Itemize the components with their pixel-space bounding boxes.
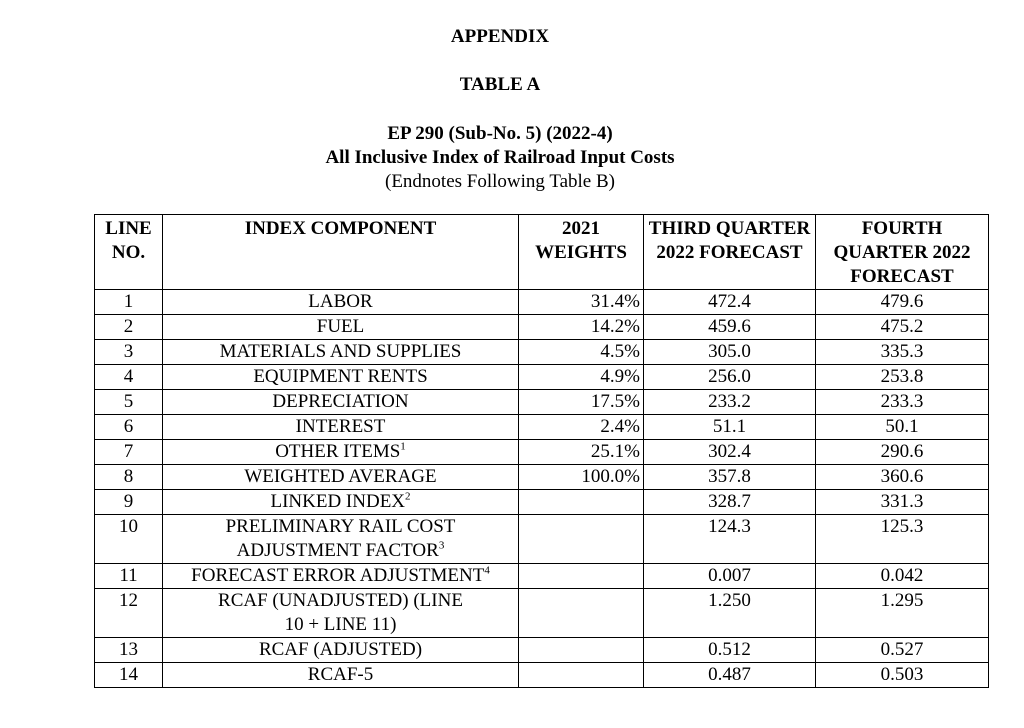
weight-cell [519, 290, 644, 315]
third-quarter-value-text: 256.0 [708, 366, 751, 387]
table-row [95, 390, 989, 415]
fourth-quarter-value-cell [816, 365, 989, 390]
fourth-quarter-value-cell [816, 638, 989, 663]
third-quarter-value-text: 1.250 [708, 590, 751, 611]
table-row [95, 564, 989, 589]
third-quarter-value-cell [644, 490, 816, 515]
weight-cell [519, 564, 644, 589]
fourth-quarter-value-cell [816, 315, 989, 340]
index-component-cell [163, 390, 519, 415]
line-number-text: 12 [119, 590, 138, 611]
docket-number: EP 290 (Sub-No. 5) (2022-4) [387, 123, 613, 144]
line-number-cell [95, 440, 163, 465]
fourth-quarter-value-cell [816, 589, 989, 638]
table-title: All Inclusive Index of Railroad Input Costs [325, 147, 675, 168]
header-fourth-quarter: FOURTH QUARTER 2022 FORECAST [816, 215, 989, 290]
fourth-quarter-value-text: 331.3 [880, 491, 924, 512]
third-quarter-value-cell [644, 564, 816, 589]
third-quarter-value-cell [644, 663, 816, 688]
fourth-quarter-value-cell [816, 663, 989, 688]
index-component-cell [163, 415, 519, 440]
line-number-cell [95, 315, 163, 340]
table-row [95, 663, 989, 688]
weight-text: 4.5% [600, 341, 640, 362]
endnotes-note: (Endnotes Following Table B) [385, 171, 615, 192]
line-number-cell [95, 415, 163, 440]
third-quarter-value-cell [644, 315, 816, 340]
line-number-text: 1 [123, 291, 134, 312]
line-number-text: 6 [123, 416, 134, 437]
index-component-cell [163, 663, 519, 688]
line-number-text: 11 [119, 565, 138, 586]
line-number-cell [95, 465, 163, 490]
fourth-quarter-value-text: 479.6 [880, 291, 924, 312]
index-component-text: PRELIMINARY RAIL COST ADJUSTMENT FACTOR [225, 516, 456, 561]
line-number-text: 2 [123, 316, 134, 337]
index-component-text: LABOR [308, 291, 373, 312]
header-weights: 2021 WEIGHTS [519, 215, 644, 290]
weight-cell [519, 465, 644, 490]
line-number-text: 7 [123, 441, 134, 462]
third-quarter-value-text: 302.4 [708, 441, 751, 462]
fourth-quarter-value-text: 50.1 [885, 416, 919, 437]
table-row [95, 440, 989, 465]
weight-cell [519, 415, 644, 440]
index-component-text: RCAF (UNADJUSTED) (LINE 10 + LINE 11) [218, 590, 463, 635]
line-number-text: 13 [119, 639, 138, 660]
fourth-quarter-value-text: 253.8 [880, 366, 924, 387]
line-number-text: 10 [119, 516, 138, 537]
fourth-quarter-value-cell [816, 340, 989, 365]
header-line-no: LINE NO. [95, 215, 163, 290]
line-number-text: 5 [123, 391, 134, 412]
table-row [95, 365, 989, 390]
line-number-cell [95, 589, 163, 638]
index-component-text: INTEREST [295, 416, 386, 437]
line-number-cell [95, 564, 163, 589]
weight-cell [519, 490, 644, 515]
index-component-cell [163, 365, 519, 390]
fourth-quarter-value-text: 0.503 [880, 664, 924, 685]
index-component-text: FUEL [316, 316, 365, 337]
index-component-text: RCAF (ADJUSTED) [258, 639, 423, 660]
weight-cell [519, 390, 644, 415]
weight-text: 17.5% [590, 391, 640, 412]
weight-cell [519, 315, 644, 340]
index-component-text: EQUIPMENT RENTS [253, 366, 428, 387]
weight-text: 4.9% [600, 366, 640, 387]
weight-cell [519, 663, 644, 688]
header-index-component: INDEX COMPONENT [163, 215, 519, 290]
index-component-cell [163, 340, 519, 365]
index-component-cell [163, 589, 519, 638]
table-row [95, 515, 989, 564]
index-component-text: WEIGHTED AVERAGE [244, 466, 437, 487]
fourth-quarter-value-cell [816, 465, 989, 490]
line-number-text: 4 [123, 366, 134, 387]
index-component-cell [163, 290, 519, 315]
third-quarter-value-text: 233.2 [708, 391, 751, 412]
line-number-text: 14 [119, 664, 138, 685]
table-row [95, 315, 989, 340]
weight-text: 100.0% [581, 466, 640, 487]
third-quarter-value-cell [644, 638, 816, 663]
index-component-cell [163, 465, 519, 490]
third-quarter-value-text: 51.1 [712, 416, 747, 437]
fourth-quarter-value-text: 290.6 [880, 441, 924, 462]
weight-cell [519, 440, 644, 465]
table-row [95, 290, 989, 315]
index-component-cell [163, 490, 519, 515]
weight-cell [519, 589, 644, 638]
fourth-quarter-value-cell [816, 564, 989, 589]
third-quarter-value-text: 357.8 [708, 466, 751, 487]
index-component-cell [163, 440, 519, 465]
weight-cell [519, 365, 644, 390]
index-component-text: FORECAST ERROR ADJUSTMENT [191, 565, 485, 586]
third-quarter-value-cell [644, 365, 816, 390]
appendix-heading: APPENDIX [450, 26, 550, 47]
endnote-marker: 4 [484, 564, 490, 577]
fourth-quarter-value-text: 0.042 [880, 565, 924, 586]
third-quarter-value-text: 472.4 [708, 291, 751, 312]
line-number-cell [95, 390, 163, 415]
third-quarter-value-text: 0.512 [708, 639, 751, 660]
third-quarter-value-cell [644, 465, 816, 490]
fourth-quarter-value-text: 335.3 [880, 341, 924, 362]
index-component-cell [163, 564, 519, 589]
fourth-quarter-value-cell [816, 390, 989, 415]
third-quarter-value-text: 0.487 [708, 664, 751, 685]
line-number-cell [95, 365, 163, 390]
weight-cell [519, 340, 644, 365]
third-quarter-value-text: 124.3 [708, 516, 751, 537]
index-component-text: RCAF-5 [307, 664, 374, 685]
table-label: TABLE A [459, 74, 541, 95]
weight-text: 25.1% [590, 441, 640, 462]
table-row [95, 340, 989, 365]
line-number-cell [95, 515, 163, 564]
third-quarter-value-cell [644, 290, 816, 315]
table-row [95, 589, 989, 638]
line-number-text: 3 [123, 341, 134, 362]
fourth-quarter-value-text: 360.6 [880, 466, 924, 487]
index-component-cell [163, 315, 519, 340]
third-quarter-value-text: 305.0 [708, 341, 751, 362]
table-row [95, 490, 989, 515]
fourth-quarter-value-cell [816, 490, 989, 515]
index-component-text: LINKED INDEX [270, 491, 406, 512]
line-number-cell [95, 663, 163, 688]
fourth-quarter-value-cell [816, 415, 989, 440]
line-number-text: 9 [123, 491, 134, 512]
index-component-text: MATERIALS AND SUPPLIES [219, 341, 462, 362]
index-component-cell [163, 638, 519, 663]
line-number-cell [95, 490, 163, 515]
weight-text: 2.4% [600, 416, 640, 437]
line-number-cell [95, 340, 163, 365]
endnote-marker: 3 [438, 539, 445, 552]
weight-cell [519, 638, 644, 663]
table-row [95, 415, 989, 440]
index-component-text: DEPRECIATION [272, 391, 409, 412]
fourth-quarter-value-cell [816, 290, 989, 315]
table-header-row [95, 215, 989, 290]
third-quarter-value-cell [644, 340, 816, 365]
table-row [95, 465, 989, 490]
third-quarter-value-text: 328.7 [708, 491, 751, 512]
fourth-quarter-value-cell [816, 515, 989, 564]
line-number-text: 8 [123, 466, 134, 487]
fourth-quarter-value-text: 1.295 [880, 590, 924, 611]
third-quarter-value-cell [644, 390, 816, 415]
table-row [95, 638, 989, 663]
weight-text: 31.4% [590, 291, 640, 312]
third-quarter-value-cell [644, 415, 816, 440]
weight-text: 14.2% [590, 316, 640, 337]
index-component-text: OTHER ITEMS [275, 441, 401, 462]
fourth-quarter-value-text: 125.3 [880, 516, 924, 537]
line-number-cell [95, 638, 163, 663]
fourth-quarter-value-cell [816, 440, 989, 465]
third-quarter-value-text: 459.6 [708, 316, 751, 337]
endnote-marker: 1 [400, 440, 406, 453]
fourth-quarter-value-text: 475.2 [880, 316, 924, 337]
endnote-marker: 2 [405, 490, 411, 503]
third-quarter-value-text: 0.007 [708, 565, 751, 586]
fourth-quarter-value-text: 0.527 [880, 639, 924, 660]
header-third-quarter: THIRD QUARTER 2022 FORECAST [644, 215, 816, 290]
fourth-quarter-value-text: 233.3 [880, 391, 924, 412]
index-component-cell [163, 515, 519, 564]
weight-cell [519, 515, 644, 564]
line-number-cell [95, 290, 163, 315]
index-table [94, 214, 989, 688]
third-quarter-value-cell [644, 515, 816, 564]
third-quarter-value-cell [644, 589, 816, 638]
third-quarter-value-cell [644, 440, 816, 465]
